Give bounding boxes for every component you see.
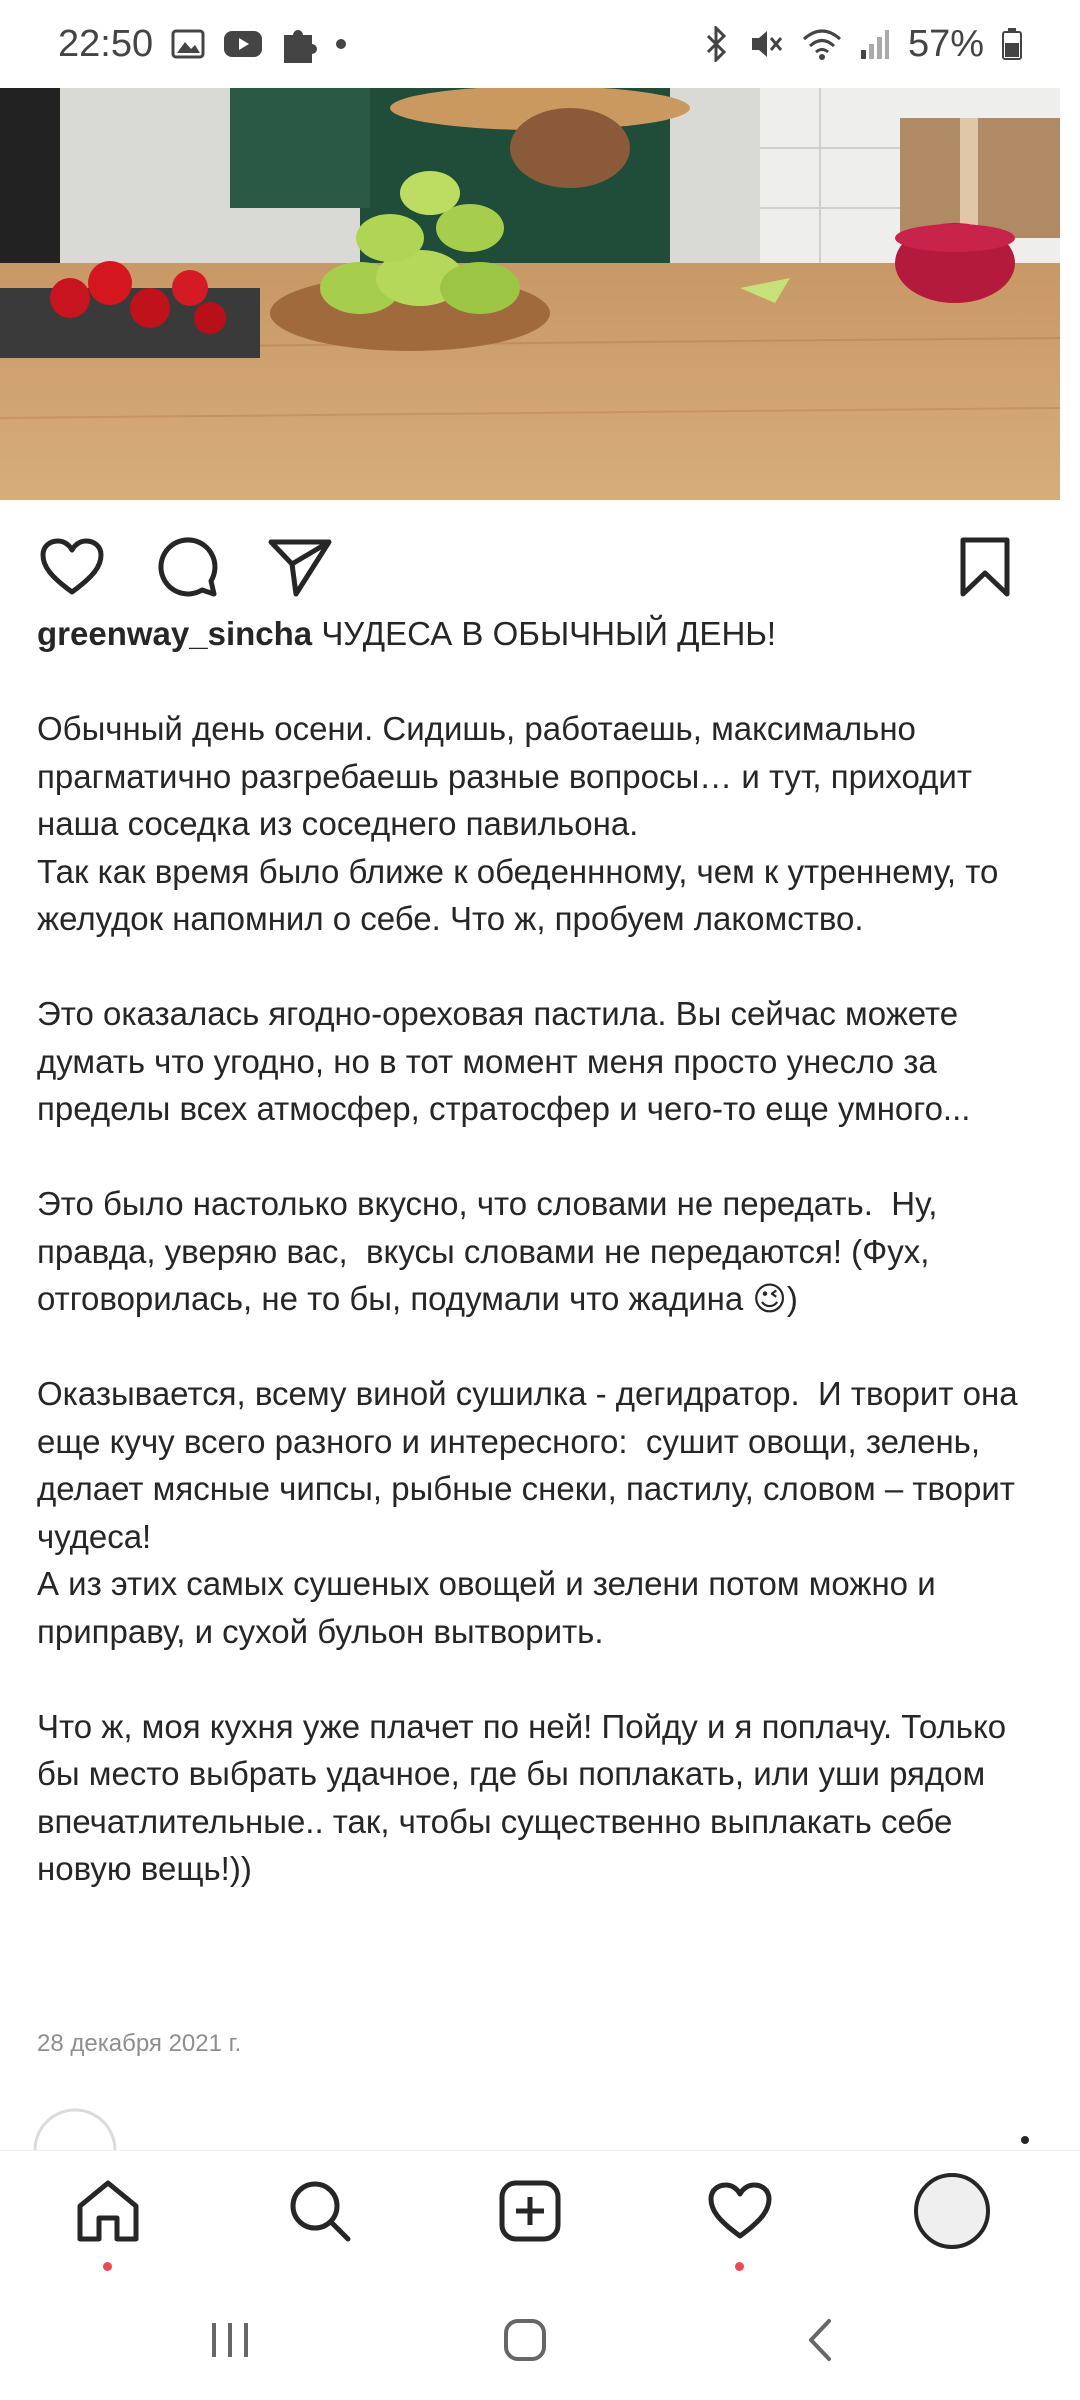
battery-icon	[1002, 28, 1022, 60]
activity-notification-dot	[735, 2262, 744, 2271]
post-caption	[37, 610, 1047, 1893]
photo-illustration	[0, 88, 1060, 500]
tab-home[interactable]	[68, 2171, 148, 2251]
caption-paragraph: Что ж, моя кухня уже плачет по ней! Пойду и я поплачу. Только бы место выбрать удачное, где бы поплакать, или уши рядом впечатлительные.. так, чтобы существенно выплакать себе новую вещь!))	[37, 1707, 1016, 1887]
next-post-avatar[interactable]	[0, 2100, 1080, 2150]
caption-header	[37, 610, 1047, 658]
wifi-icon	[802, 27, 842, 61]
tab-new-post[interactable]	[490, 2171, 570, 2251]
home-icon	[75, 2178, 141, 2244]
status-left	[58, 23, 347, 66]
save-button[interactable]	[950, 532, 1020, 602]
home-button-icon	[503, 2318, 547, 2362]
comment-icon	[156, 536, 218, 598]
activity-icon	[708, 2182, 772, 2240]
status-bar	[0, 0, 1080, 88]
recent-apps-button[interactable]	[190, 2310, 270, 2370]
heart-icon	[40, 538, 104, 596]
tab-activity[interactable]	[700, 2171, 780, 2251]
share-icon	[268, 537, 332, 597]
post-action-row	[0, 520, 1080, 612]
tab-profile[interactable]	[912, 2171, 992, 2251]
next-post-peek	[0, 2100, 1080, 2150]
caption-paragraph: Это было настолько вкусно, что словами не передать. Ну, правда, уверяю вас, вкусы словами не передаются! (Фух, отговорилась, не то бы, подумали что жадина 😉)	[37, 1185, 947, 1317]
youtube-icon	[223, 29, 263, 59]
bottom-navigation	[0, 2150, 1080, 2281]
profile-avatar	[912, 2171, 992, 2251]
recent-apps-icon	[208, 2320, 252, 2360]
dot-icon	[335, 38, 347, 50]
like-button[interactable]	[37, 532, 107, 602]
signal-icon	[860, 28, 890, 60]
battery-percent: 57%	[907, 22, 984, 65]
post-username[interactable]: greenway_sincha	[37, 615, 313, 652]
puzzle-icon	[281, 25, 317, 63]
search-icon	[288, 2179, 352, 2243]
status-right	[704, 23, 1022, 66]
caption-paragraph: Обычный день осени. Сидишь, работаешь, максимально прагматично разгребаешь разные вопросы… и тут, приходит наша соседка из соседнего павильона. Так как время было ближе к обеденнному, чем к утреннему, то желудок напомнил о себе. Что ж, пробуем лакомство.	[37, 710, 999, 937]
back-icon	[805, 2318, 835, 2362]
caption-paragraph: Оказывается, всему виной сушилка - дегидратор. И творит она еще кучу всего разного и интересного: сушит овощи, зелень, делает мясные чипсы, рыбные снеки, пастилу, словом – творит чудеса! А из этих самых сушеных овощей и зелени потом можно и приправу, и сухой бульон вытворить.	[37, 1375, 1018, 1650]
share-button[interactable]	[265, 532, 335, 602]
back-button[interactable]	[780, 2310, 860, 2370]
bookmark-icon	[959, 537, 1011, 597]
post-title: ЧУДЕСА В ОБЫЧНЫЙ ДЕНЬ!	[321, 615, 777, 652]
add-post-icon	[499, 2180, 561, 2242]
clock: 22:50	[58, 22, 154, 65]
tab-search[interactable]	[280, 2171, 360, 2251]
mute-icon	[748, 26, 784, 62]
home-button[interactable]	[485, 2310, 565, 2370]
post-photo[interactable]	[0, 88, 1060, 500]
image-icon	[171, 29, 205, 59]
home-notification-dot	[103, 2262, 112, 2271]
system-navigation	[0, 2280, 1080, 2400]
comment-button[interactable]	[152, 532, 222, 602]
caption-paragraph: Это оказалась ягодно-ореховая пастила. Вы сейчас можете думать что угодно, но в тот момент меня просто унесло за пределы всех атмосфер, стратосфер и чего-то еще умного...	[37, 995, 971, 1127]
post-date: 28 декабря 2021 г.	[37, 2030, 242, 2057]
bluetooth-icon	[704, 26, 730, 62]
